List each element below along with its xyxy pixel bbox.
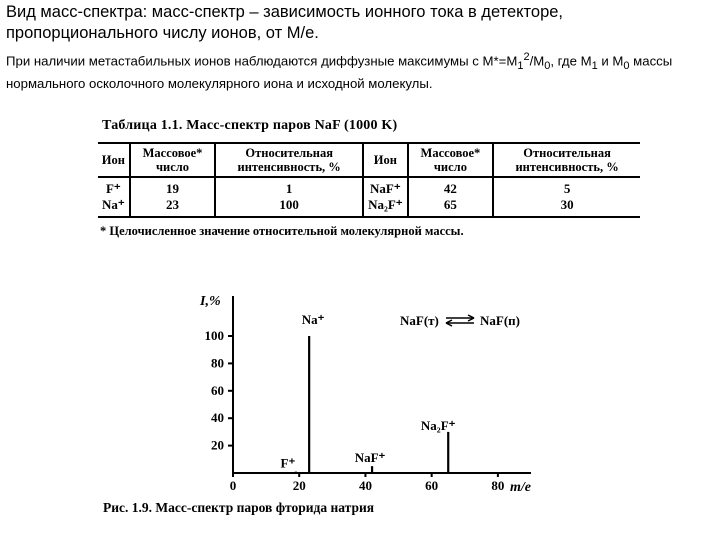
mass-spectrum-table	[98, 142, 640, 218]
peak-label: NaF⁺	[354, 450, 386, 466]
peak-label: Na₂F⁺	[420, 417, 456, 433]
slide-title	[6, 2, 714, 44]
table-caption: Таблица 1.1. Масс-спектр паров NaF (1000 K)	[102, 118, 398, 133]
para-text: , где M	[550, 53, 592, 69]
mass-value: 65	[443, 197, 457, 212]
mass-cell	[408, 177, 494, 217]
th-intensity: Относительная интенсивность, %	[215, 143, 363, 177]
ion-cell	[363, 177, 408, 217]
para-text: /M	[529, 53, 545, 69]
para-text: и M	[597, 53, 624, 69]
ion-label: Na⁺	[102, 197, 125, 212]
mass-value: 42	[443, 181, 457, 196]
mass-value: 19	[166, 181, 180, 196]
intensity-value: 30	[560, 197, 574, 212]
para-text: массы нормального осколочного молекулярного иона и исходной молекулы.	[6, 53, 673, 92]
title-rest: масс-спектр – зависимость ионного тока в детекторе, пропорционального числу ионов, от M/e.	[6, 3, 564, 42]
intensity-value: 5	[563, 181, 571, 196]
y-axis-label: I,%	[200, 294, 221, 309]
x-tick-label: 0	[229, 478, 237, 493]
intensity-value: 100	[279, 197, 299, 212]
table-row	[98, 177, 640, 217]
ion-label: Na₂F⁺	[368, 197, 403, 212]
th-ion: Ион	[363, 143, 408, 177]
y-tick-label: 60	[211, 382, 224, 398]
th-ion: Ион	[98, 143, 130, 177]
intensity-cell	[493, 177, 640, 217]
annotation-right: NaF(п)	[480, 313, 520, 328]
y-tick-label: 100	[204, 328, 224, 343]
mass-cell	[130, 177, 216, 217]
y-tick-label: 80	[211, 355, 224, 371]
para-sub: 1	[591, 60, 598, 73]
table-footnote: * Целочисленное значение относительной молекулярной массы.	[100, 224, 464, 238]
y-tick-label: 20	[211, 437, 224, 453]
intensity-cell	[215, 177, 363, 217]
x-tick-label: 80	[491, 478, 505, 493]
peak-label: F⁺	[280, 455, 296, 471]
ion-label: NaF⁺	[370, 181, 401, 196]
intensity-value: 1	[285, 181, 293, 196]
x-tick-label: 60	[425, 478, 439, 493]
arrow-head-forward	[468, 315, 474, 321]
th-mass: Массовое* число	[130, 143, 216, 177]
para-text: При наличии метастабильных ионов наблюдаются диффузные максимумы с M*=M	[6, 53, 518, 69]
para-sub: 0	[623, 60, 630, 73]
th-mass: Массовое* число	[408, 143, 494, 177]
scanned-page	[98, 118, 643, 239]
th-intensity: Относительная интенсивность, %	[493, 143, 640, 177]
x-tick-label: 40	[358, 478, 372, 493]
ion-cell	[98, 177, 130, 217]
slide-header	[6, 2, 714, 93]
y-tick-label: 40	[211, 410, 224, 426]
peak-label: Na⁺	[301, 312, 325, 327]
table-header-row	[98, 143, 640, 177]
title-lead: Вид масс-спектра:	[6, 3, 148, 21]
x-axis-label: m/e	[510, 480, 531, 495]
metastable-paragraph	[6, 48, 714, 93]
para-sup: 2	[523, 51, 530, 63]
para-sub: 0	[544, 60, 551, 73]
x-tick-label: 20	[292, 478, 306, 493]
annotation-left: NaF(т)	[400, 313, 439, 328]
arrow-head-backward	[446, 320, 452, 326]
para-sub: 1	[517, 60, 524, 73]
mass-value: 23	[166, 197, 180, 212]
figure-caption: Рис. 1.9. Масс-спектр паров фторида натрия	[103, 500, 375, 515]
ion-label: F⁺	[105, 181, 121, 196]
